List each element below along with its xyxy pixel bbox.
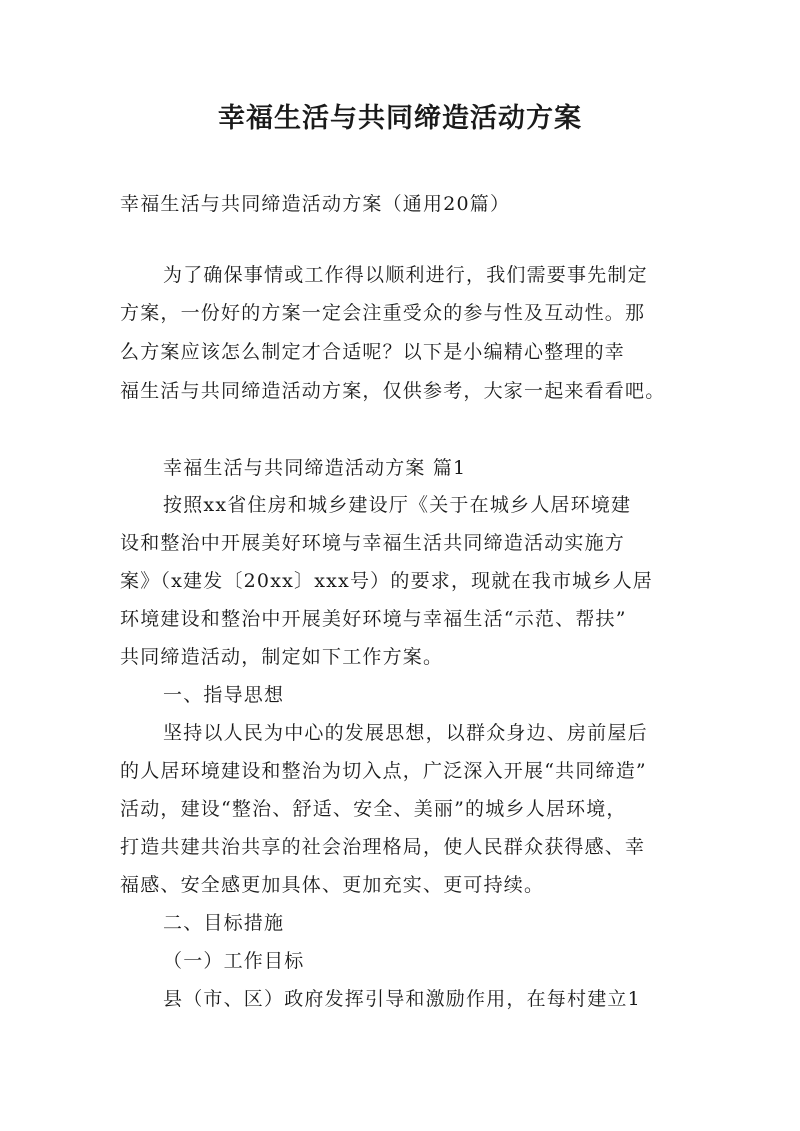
section-heading: 幸福生活与共同缔造活动方案 篇1: [163, 457, 467, 479]
intro-line: 为了确保事情或工作得以顺利进行，我们需要事先制定: [163, 264, 648, 286]
paragraph-line: 环境建设和整治中开展美好环境与幸福生活“示范、帮扶”: [120, 608, 627, 630]
section-heading-2: 二、目标措施: [163, 912, 285, 934]
paragraph-line: 共同缔造活动，制定如下工作方案。: [120, 646, 444, 668]
document-subtitle: 幸福生活与共同缔造活动方案（通用20篇）: [120, 193, 511, 215]
intro-line: 方案，一份好的方案一定会注重受众的参与性及互动性。那: [120, 302, 646, 324]
section-heading-1: 一、指导思想: [163, 684, 285, 706]
paragraph-line: 福感、安全感更加具体、更加充实、更可持续。: [120, 874, 545, 896]
paragraph-line: 设和整治中开展美好环境与幸福生活共同缔造活动实施方: [120, 532, 626, 554]
intro-line: 么方案应该怎么制定才合适呢？以下是小编精心整理的幸: [120, 341, 626, 363]
paragraph-line: 按照xx省住房和城乡建设厅《关于在城乡人居环境建: [163, 494, 632, 516]
paragraph-line: 活动，建设“整治、舒适、安全、美丽”的城乡人居环境，: [120, 798, 627, 820]
paragraph-line: 的人居环境建设和整治为切入点，广泛深入开展“共同缔造”: [120, 760, 647, 782]
paragraph-line: 县（市、区）政府发挥引导和激励作用，在每村建立1: [163, 988, 641, 1010]
paragraph-line: 案》（x建发〔20xx〕xxx号）的要求，现就在我市城乡人居: [120, 570, 653, 592]
paragraph-line: 坚持以人民为中心的发展思想，以群众身边、房前屋后: [163, 722, 648, 744]
sub-heading: （一）工作目标: [163, 950, 305, 972]
document-title: 幸福生活与共同缔造活动方案: [218, 103, 582, 134]
intro-line: 福生活与共同缔造活动方案，仅供参考，大家一起来看看吧。: [120, 380, 666, 402]
paragraph-line: 打造共建共治共享的社会治理格局，使人民群众获得感、幸: [120, 836, 646, 858]
